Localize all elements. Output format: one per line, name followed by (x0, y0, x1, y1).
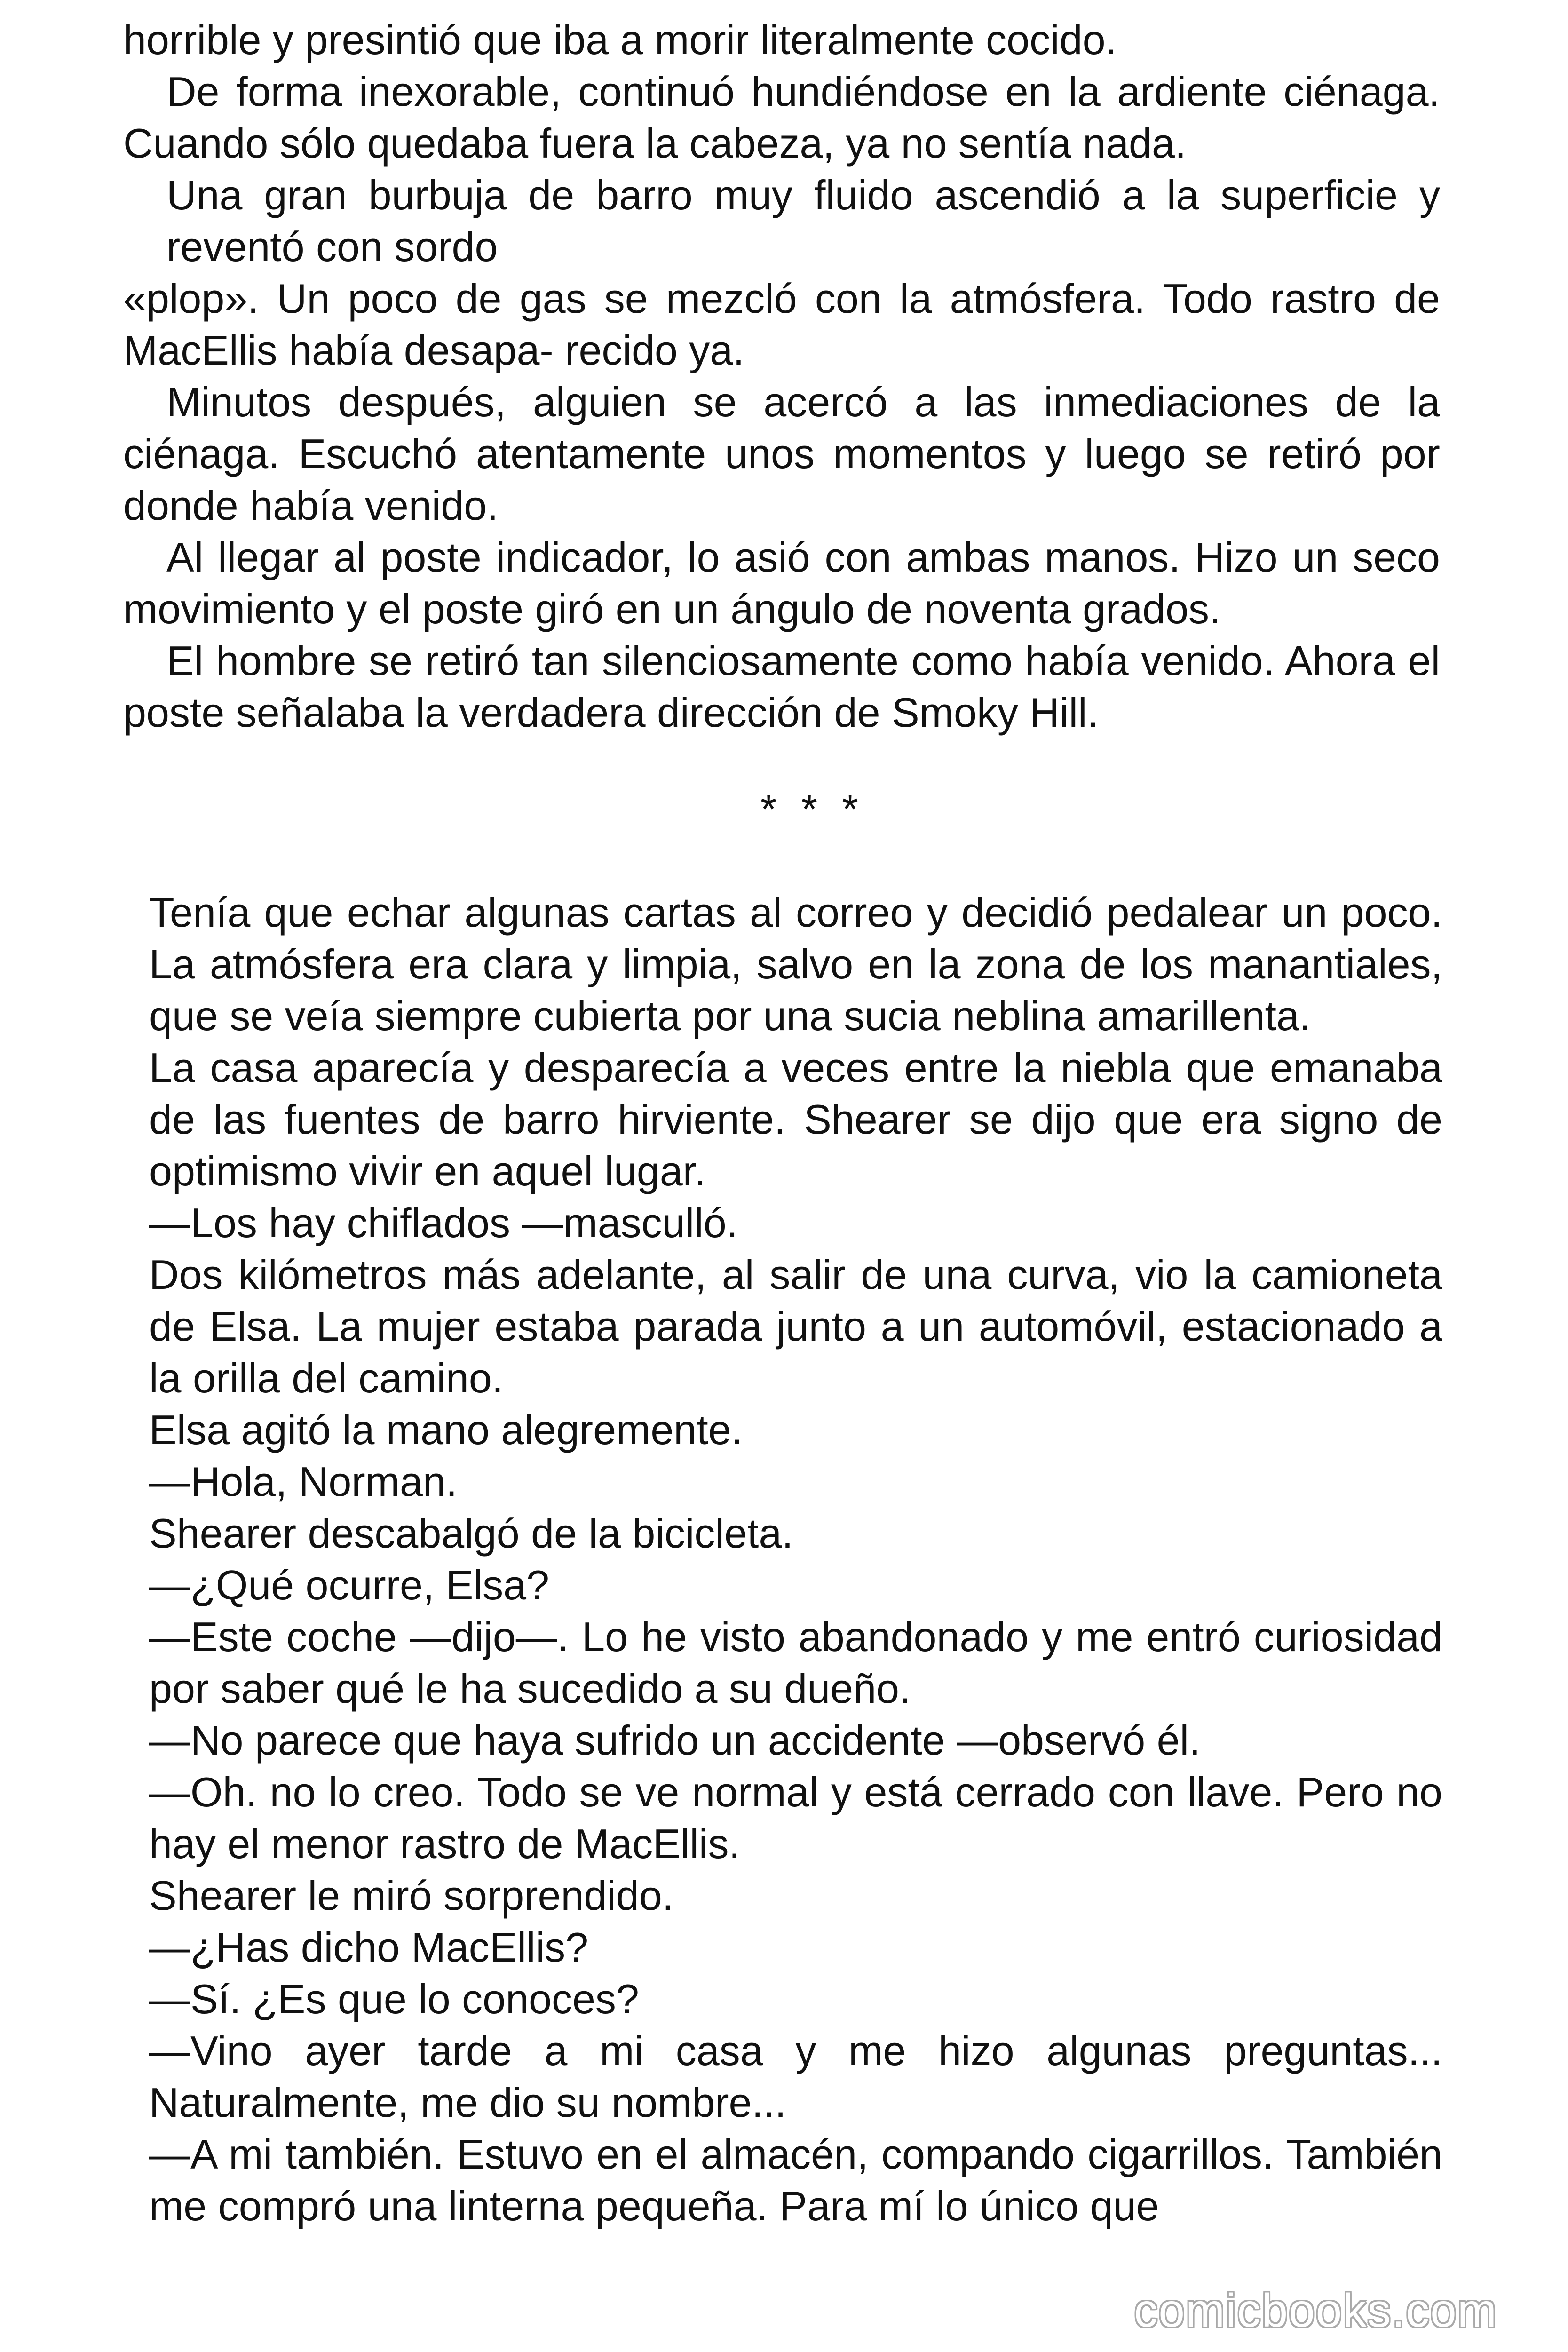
paragraph: Minutos después, alguien se acercó a las inmediaciones de la ciénaga. Escuchó atentamente unos momentos y luego se retiró por donde había venido. (123, 379, 1440, 529)
text-section-one (123, 14, 1440, 739)
paragraph: —Este coche —dijo—. Lo he visto abandonado y me entró curiosidad por saber qué le ha sucedido a su dueño. (149, 1613, 1442, 1712)
paragraph: Dos kilómetros más adelante, al salir de una curva, vio la camioneta de Elsa. La mujer estaba parada junto a un automóvil, estacionado a la orilla del camino. (149, 1251, 1442, 1401)
paragraph: horrible y presintió que iba a morir literalmente cocido. (123, 16, 1117, 63)
paragraph: La casa aparecía y desparecía a veces entre la niebla que emanaba de las fuentes de barro hirviente. Shearer se dijo que era signo de optimismo vivir en aquel lugar. (149, 1044, 1442, 1194)
paragraph: Shearer descabalgó de la bicicleta. (149, 1510, 793, 1557)
paragraph: De forma inexorable, continuó hundiéndose en la ardiente ciénaga. Cuando sólo quedaba fuera la cabeza, ya no sentía nada. (123, 68, 1440, 167)
paragraph: El hombre se retiró tan silenciosamente como había venido. Ahora el poste señalaba la verdadera dirección de Smoky Hill. (123, 637, 1440, 736)
paragraph: —Los hay chiflados —masculló. (149, 1200, 738, 1246)
paragraph: «plop». Un poco de gas se mezcló con la atmósfera. Todo rastro de MacEllis había desapa- recido ya. (123, 275, 1440, 373)
paragraph: —Hola, Norman. (149, 1458, 458, 1505)
paragraph: —Vino ayer tarde a mi casa y me hizo algunas preguntas... Naturalmente, me dio su nombre... (149, 2027, 1442, 2126)
section-separator: * * * (760, 786, 865, 832)
paragraph: Elsa agitó la mano alegremente. (149, 1406, 743, 1453)
paragraph: —No parece que haya sufrido un accidente —observó él. (149, 1717, 1201, 1764)
watermark: comicbooks.com (1134, 2284, 1497, 2337)
text-section-two (149, 887, 1442, 2232)
paragraph: Shearer le miró sorprendido. (149, 1872, 674, 1919)
paragraph: —¿Qué ocurre, Elsa? (149, 1562, 549, 1608)
paragraph: Al llegar al poste indicador, lo asió con ambas manos. Hizo un seco movimiento y el poste giró en un ángulo de noventa grados. (123, 534, 1440, 632)
paragraph: —Sí. ¿Es que lo conoces? (149, 1976, 639, 2022)
paragraph: —Oh. no lo creo. Todo se ve normal y está cerrado con llave. Pero no hay el menor rastro de MacEllis. (149, 1769, 1442, 1867)
paragraph: —¿Has dicho MacEllis? (149, 1924, 589, 1971)
paragraph: Una gran burbuja de barro muy fluido ascendió a la superficie y reventó con sordo (166, 172, 1440, 270)
paragraph: Tenía que echar algunas cartas al correo y decidió pedalear un poco. La atmósfera era clara y limpia, salvo en la zona de los manantiales, que se veía siempre cubierta por una sucia neblina amarillenta. (149, 889, 1442, 1039)
paragraph: —A mi también. Estuvo en el almacén, compando cigarrillos. También me compró una linterna pequeña. Para mí lo único que (149, 2131, 1442, 2229)
